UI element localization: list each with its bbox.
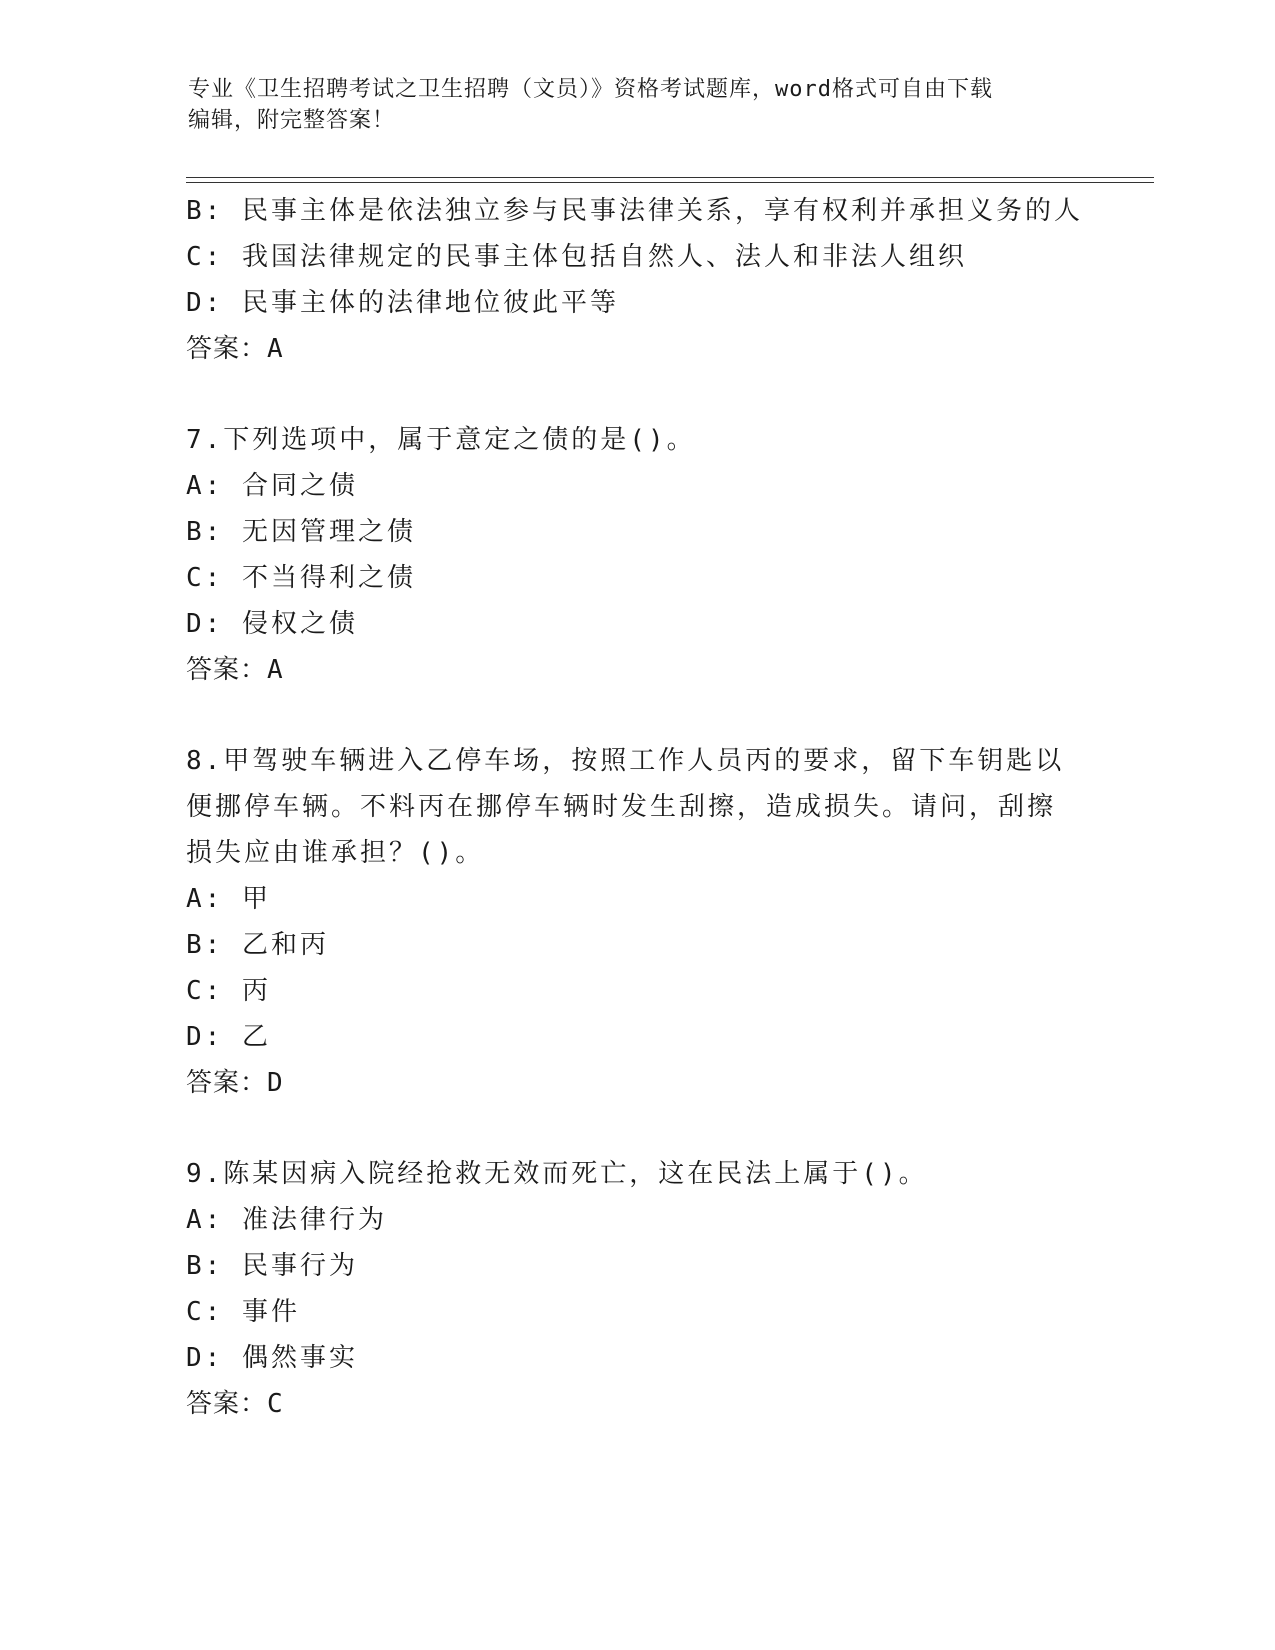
answer-label: 答案： bbox=[186, 1389, 268, 1419]
option-b: B: 乙和丙 bbox=[186, 930, 329, 960]
option-c: C: 事件 bbox=[186, 1297, 300, 1327]
question-6-tail bbox=[186, 188, 1086, 372]
option-b: B: 无因管理之债 bbox=[186, 517, 416, 547]
option-d: D: 偶然事实 bbox=[186, 1343, 358, 1373]
question-list bbox=[186, 188, 1086, 1427]
option-c: C: 我国法律规定的民事主体包括自然人、法人和非法人组织 bbox=[186, 242, 967, 272]
answer-value: C bbox=[267, 1389, 284, 1419]
answer-line bbox=[186, 1381, 1086, 1427]
question-stem-line-1: 8.甲驾驶车辆进入乙停车场，按照工作人员丙的要求，留下车钥匙以 bbox=[186, 746, 1065, 776]
header-divider-bottom bbox=[186, 182, 1154, 183]
option-b: B: 民事行为 bbox=[186, 1251, 358, 1281]
option-b: B: 民事主体是依法独立参与民事法律关系，享有权利并承担义务的人 bbox=[186, 196, 1083, 226]
question-stem: 9.陈某因病入院经抢救无效而死亡，这在民法上属于()。 bbox=[186, 1159, 928, 1189]
answer-value: A bbox=[267, 334, 284, 364]
spacer bbox=[186, 1106, 1086, 1151]
option-a: A: 甲 bbox=[186, 884, 271, 914]
header-divider-top bbox=[186, 177, 1154, 178]
option-a: A: 准法律行为 bbox=[186, 1205, 387, 1235]
option-c: C: 不当得利之债 bbox=[186, 563, 416, 593]
answer-line bbox=[186, 647, 1086, 693]
answer-value: D bbox=[267, 1068, 284, 1098]
question-stem: 7.下列选项中，属于意定之债的是()。 bbox=[186, 425, 696, 455]
header-line-1: 专业《卫生招聘考试之卫生招聘（文员）》资格考试题库，word格式可自由下载 bbox=[188, 77, 993, 102]
answer-label: 答案： bbox=[186, 655, 268, 685]
spacer bbox=[186, 372, 1086, 417]
answer-value: A bbox=[267, 655, 284, 685]
option-a: A: 合同之债 bbox=[186, 471, 358, 501]
option-d: D: 侵权之债 bbox=[186, 609, 358, 639]
question-stem-line-2: 便挪停车辆。不料丙在挪停车辆时发生刮擦，造成损失。请问，刮擦 bbox=[186, 792, 1057, 822]
document-header bbox=[188, 74, 1068, 136]
question-9 bbox=[186, 1151, 1086, 1427]
question-stem-line-3: 损失应由谁承担？()。 bbox=[186, 838, 485, 868]
option-d: D: 乙 bbox=[186, 1022, 271, 1052]
answer-label: 答案： bbox=[186, 334, 268, 364]
spacer bbox=[186, 693, 1086, 738]
header-line-2: 编辑，附完整答案！ bbox=[188, 108, 396, 133]
answer-line bbox=[186, 326, 1086, 372]
question-8 bbox=[186, 738, 1086, 1106]
answer-line bbox=[186, 1060, 1086, 1106]
option-c: C: 丙 bbox=[186, 976, 271, 1006]
question-7 bbox=[186, 417, 1086, 693]
option-d: D: 民事主体的法律地位彼此平等 bbox=[186, 288, 619, 318]
answer-label: 答案： bbox=[186, 1068, 268, 1098]
